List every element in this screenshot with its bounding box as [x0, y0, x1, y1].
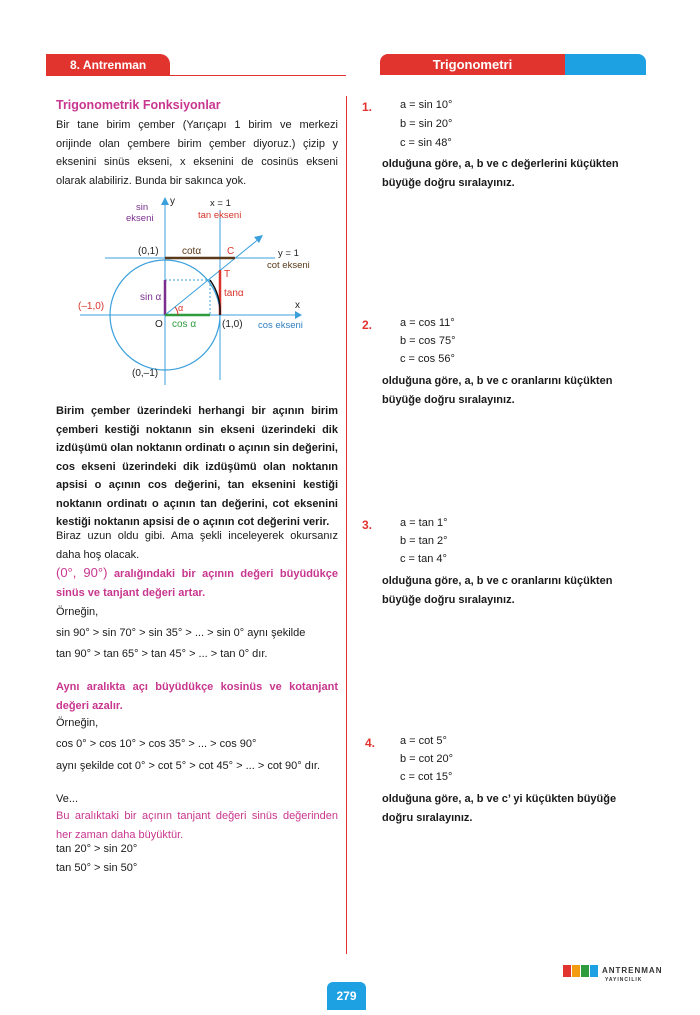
question-number: 2.: [362, 318, 373, 332]
interval-label: (0°, 90°): [56, 565, 108, 580]
question-4-c: c = cot 15°: [400, 771, 453, 783]
question-1-b: b = sin 20°: [400, 118, 453, 130]
unit-circle-diagram: [70, 190, 340, 390]
question-4-a: a = cot 5°: [400, 735, 447, 747]
example-line-3: cos 0° > cos 10° > cos 35° > ... > cos 90°: [56, 738, 257, 750]
note-paragraph: Biraz uzun oldu gibi. Ama şekli inceleyerek okursanız daha hoş olacak.: [56, 530, 338, 561]
sin-axis-label: sin: [136, 202, 149, 213]
sin-label: sin α: [140, 292, 162, 303]
question-1: [362, 98, 372, 116]
point-minus1-0: (–1,0): [78, 301, 105, 312]
section-tab-accent: [565, 54, 646, 75]
section-title: Trigonometri: [380, 54, 565, 75]
y-equals-one-label: y = 1: [278, 248, 299, 259]
question-3: [362, 516, 372, 534]
column-divider: [346, 96, 347, 954]
question-4-text: olduğuna göre, a, b ve c’ yi küçükten büyüğe doğru sıralayınız.: [382, 793, 617, 824]
question-number: 1.: [362, 100, 373, 114]
example-label: Örneğin,: [56, 606, 99, 618]
x-equals-one-label: x = 1: [210, 198, 231, 209]
x-axis-label: x: [295, 300, 300, 311]
point-C: C: [227, 246, 235, 257]
cos-axis-label: cos ekseni: [258, 320, 303, 331]
publisher-name: ANTRENMAN: [601, 966, 663, 976]
question-number: 4.: [365, 736, 376, 750]
example-line-2: tan 90° > tan 65° > tan 45° > ... > tan 0° dır.: [56, 648, 268, 660]
sin-axis-label-2: ekseni: [126, 213, 154, 224]
question-1-a: a = sin 10°: [400, 99, 453, 111]
alpha-label: α: [178, 303, 184, 313]
tan-axis-label: tan ekseni: [198, 210, 242, 221]
rule-1-text: aralığındaki bir açının değeri büyüdükçe sinüs ve tanjant değeri artar.: [56, 568, 338, 599]
point-0-minus1: (0,–1): [132, 368, 159, 379]
point-T: T: [224, 269, 231, 280]
chapter-label: 8. Antrenman: [46, 54, 170, 76]
question-2: [362, 316, 372, 334]
question-2-b: b = cos 75°: [400, 335, 456, 347]
example-line-1: sin 90° > sin 70° > sin 35° > ... > sin 0° aynı şekilde: [56, 627, 306, 639]
question-1-c: c = sin 48°: [400, 137, 452, 149]
question-4-b: b = cot 20°: [400, 753, 454, 765]
rule-2: Aynı aralıkta açı büyüdükçe kosinüs ve kotanjant değeri azalır.: [56, 681, 338, 712]
question-3-b: b = tan 2°: [400, 535, 448, 547]
topic-title: Trigonometrik Fonksiyonlar: [56, 98, 221, 112]
header-divider: [46, 75, 346, 76]
example-line-5: tan 20° > sin 20°: [56, 843, 138, 855]
publisher-sub: YAYINCILIK: [605, 977, 643, 983]
example-line-4: aynı şekilde cot 0° > cot 5° > cot 45° > ... > cot 90° dır.: [56, 760, 321, 772]
point-0-1: (0,1): [138, 246, 159, 257]
definition-paragraph: Birim çember üzerindeki herhangi bir açının birim çemberi kestiği noktanın sin ekseni üzerindeki dik izdüşümü olan noktanın ordinatı o açının sin değerini, cos ekseni üzerindeki dik izdüşümü olan noktanın apsisi o açının cos değerini, tan eksenini kestiği noktanın ordinatı o açının tan değerini, cot eksenini kestiği noktanın apsisi de o açının cot değerini verir.: [56, 405, 338, 528]
cos-label: cos α: [172, 319, 197, 330]
page-number: 279: [327, 982, 366, 1010]
question-3-text: olduğuna göre, a, b ve c oranlarını küçükten büyüğe doğru sıralayınız.: [382, 575, 613, 606]
question-3-a: a = tan 1°: [400, 517, 448, 529]
question-1-text: olduğuna göre, a, b ve c değerlerini küçükten büyüğe doğru sıralayınız.: [382, 158, 619, 189]
cot-label: cotα: [182, 246, 202, 257]
example-line-6: tan 50° > sin 50°: [56, 862, 138, 874]
question-2-text: olduğuna göre, a, b ve c oranlarını küçükten büyüğe doğru sıralayınız.: [382, 375, 613, 406]
question-2-c: c = cos 56°: [400, 353, 455, 365]
rule-3: Bu aralıktaki bir açının tanjant değeri sinüs değerinden her zaman daha büyüktür.: [56, 810, 338, 841]
point-1-0: (1,0): [222, 319, 243, 330]
question-number: 3.: [362, 518, 373, 532]
ve-label: Ve...: [56, 793, 79, 805]
tan-label: tanα: [224, 288, 244, 299]
origin-label: O: [155, 319, 163, 330]
intro-paragraph: Bir tane birim çember (Yarıçapı 1 birim ve merkezi orijinde olan çembere birim çember diyoruz.) çizip y eksenini sinüs ekseni, x eksenini de cosinüs ekseni olarak alabiliriz. Bunda bir sakınca yok.: [56, 119, 338, 187]
question-2-a: a = cos 11°: [400, 317, 455, 329]
publisher-logo: [563, 965, 663, 983]
cot-axis-label: cot ekseni: [267, 260, 310, 271]
rule-1: [56, 564, 338, 602]
question-3-c: c = tan 4°: [400, 553, 447, 565]
question-4: [365, 734, 375, 752]
example-label-2: Örneğin,: [56, 717, 99, 729]
y-axis-label: y: [170, 196, 175, 207]
